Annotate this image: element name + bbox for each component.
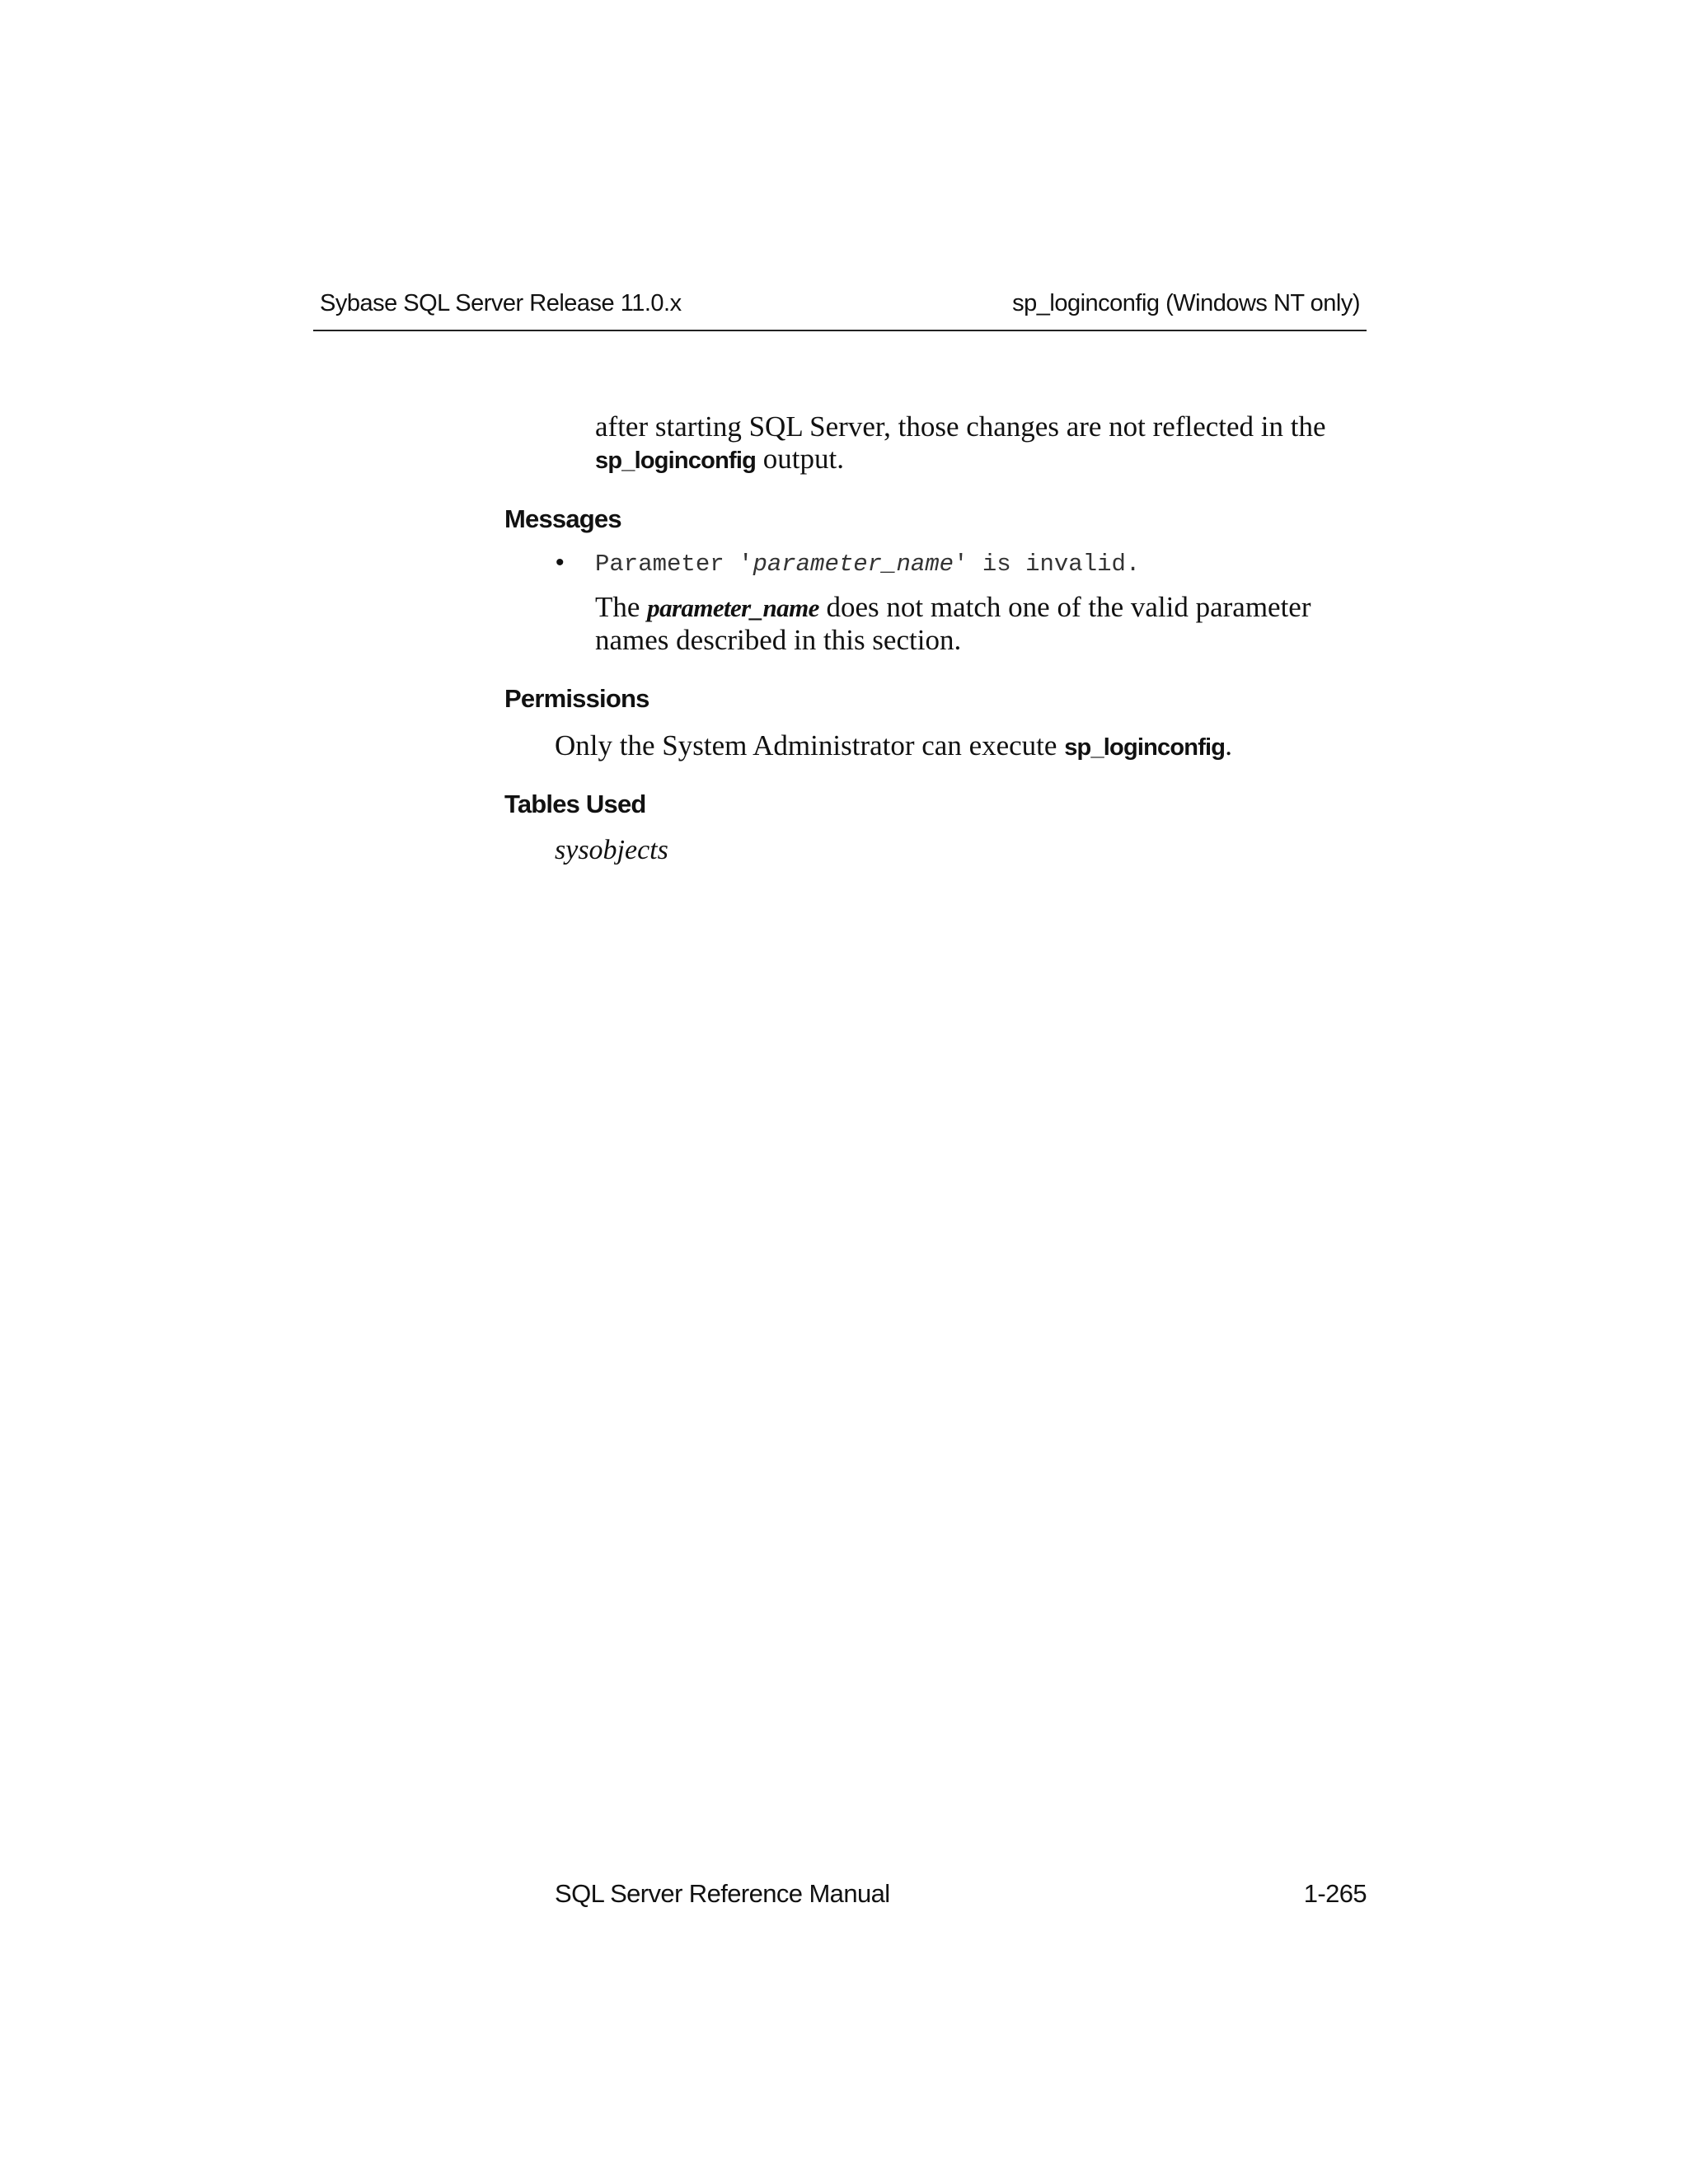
intro-line-2-rest: output.: [756, 443, 844, 475]
message-code: [595, 551, 1140, 578]
permissions-command: sp_loginconfig: [1064, 734, 1226, 761]
permissions-text: [555, 729, 1232, 764]
message-desc-line-1: [595, 591, 1311, 624]
messages-heading: Messages: [504, 504, 621, 533]
permissions-period: .: [1225, 729, 1232, 762]
code-param: parameter_name: [753, 551, 954, 578]
header-release: Sybase SQL Server Release 11.0.x: [320, 290, 682, 316]
permissions-sentence: Only the System Administrator can execute: [555, 729, 1065, 762]
intro-command: sp_loginconfig: [595, 448, 757, 474]
code-suffix: ' is invalid.: [954, 551, 1141, 578]
footer-manual-title: SQL Server Reference Manual: [555, 1879, 890, 1908]
desc-rest: does not match one of the valid parameter: [818, 591, 1311, 623]
intro-line-2: [595, 443, 1326, 477]
intro-paragraph: [595, 410, 1326, 477]
footer-page-number: 1-265: [1303, 1879, 1367, 1908]
message-desc-line-2: names described in this section.: [595, 624, 962, 656]
code-prefix: Parameter ': [595, 551, 753, 578]
table-name: sysobjects: [555, 835, 668, 865]
desc-the: The: [595, 591, 648, 623]
bullet-icon: •: [556, 549, 565, 576]
page-header: [313, 287, 1367, 331]
message-description: [595, 591, 1311, 656]
header-section-title: sp_loginconfig (Windows NT only): [1012, 290, 1360, 316]
tables-used-heading: Tables Used: [504, 790, 646, 818]
desc-param: parameter_name: [647, 593, 819, 622]
intro-line-1: after starting SQL Server, those changes are not reflected in the: [595, 410, 1326, 443]
permissions-heading: Permissions: [504, 684, 649, 713]
